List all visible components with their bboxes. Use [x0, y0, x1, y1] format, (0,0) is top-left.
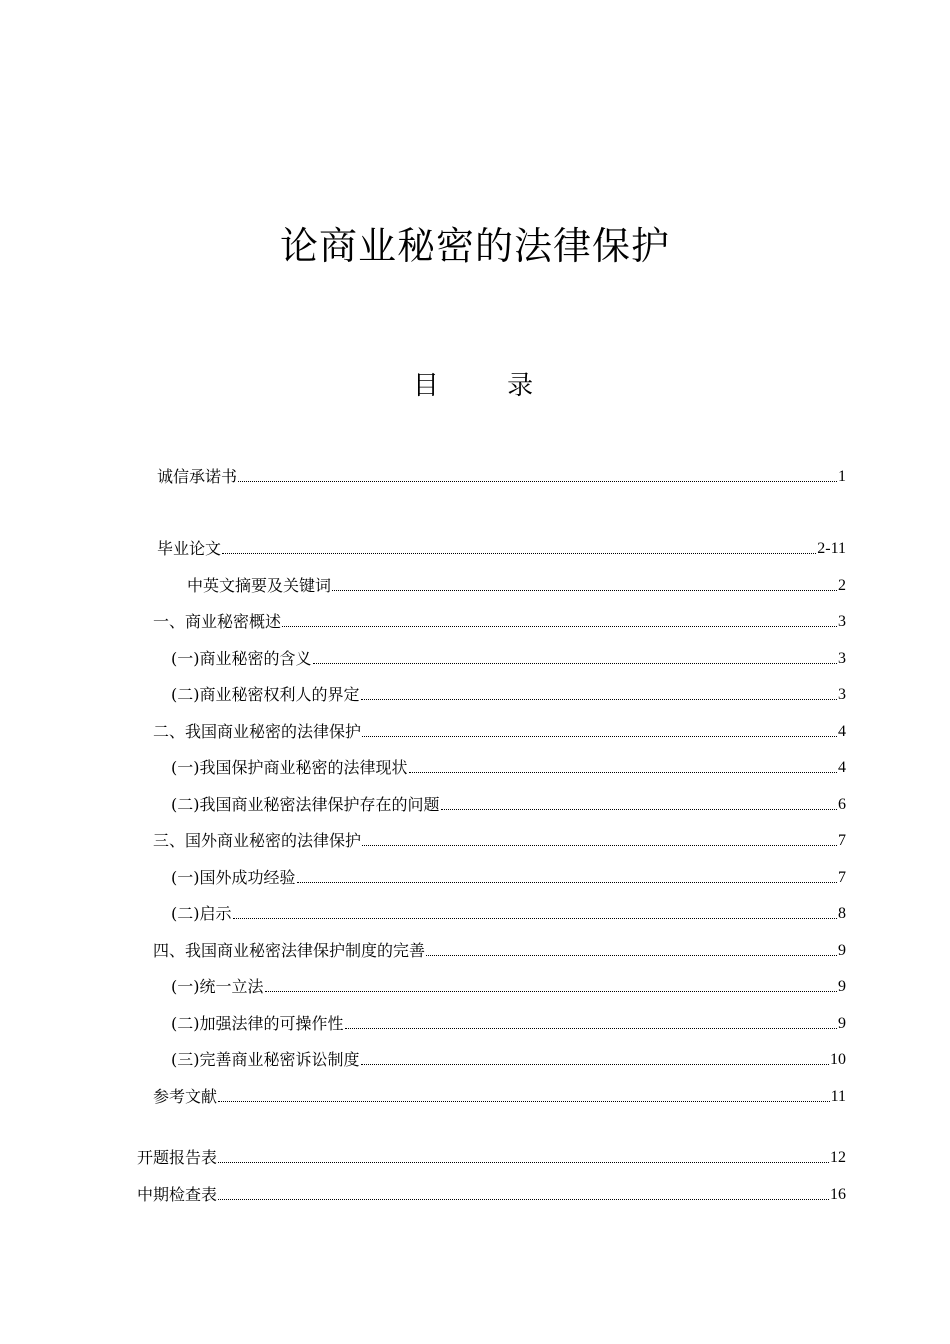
toc-entry-label: 一、商业秘密概述 — [153, 612, 282, 631]
toc-entry-label: 诚信承诺书 — [157, 467, 238, 486]
toc-entry-page: 8 — [838, 905, 846, 922]
toc-entry-page: 4 — [838, 723, 846, 740]
toc-entry-proposal-report[interactable] — [137, 1143, 846, 1169]
toc-entry-page: 9 — [838, 978, 846, 995]
toc-entry-page: 12 — [830, 1149, 846, 1166]
toc-entry-label: 毕业论文 — [157, 539, 222, 558]
toc-entry-label: 中英文摘要及关键词 — [187, 576, 332, 595]
toc-entry-label: 参考文献 — [153, 1087, 218, 1106]
toc-entry-page: 9 — [838, 942, 846, 959]
toc-entry-label: (一)统一立法 — [171, 977, 264, 996]
toc-dot-leader — [426, 955, 837, 956]
toc-dot-leader — [265, 991, 838, 992]
toc-entry-page: 2 — [838, 577, 846, 594]
toc-entry-label: 三、国外商业秘密的法律保护 — [153, 831, 362, 850]
toc-dot-leader — [233, 918, 838, 919]
toc-entry-section-1-2[interactable] — [171, 680, 846, 706]
toc-entry-label: 四、我国商业秘密法律保护制度的完善 — [153, 941, 426, 960]
toc-entry-section-2-1[interactable] — [171, 753, 846, 779]
toc-entry-page: 2-11 — [817, 540, 846, 557]
toc-heading: 目 录 — [412, 371, 564, 401]
toc-entry-section-2-2[interactable] — [171, 790, 846, 816]
toc-dot-leader — [362, 736, 837, 737]
toc-dot-leader — [409, 772, 838, 773]
document-title: 论商业秘密的法律保护 — [279, 224, 670, 268]
toc-entry-page: 3 — [838, 650, 846, 667]
toc-entry-label: (二)我国商业秘密法律保护存在的问题 — [171, 795, 440, 814]
toc-entry-page: 10 — [830, 1051, 846, 1068]
toc-entry-page: 16 — [830, 1186, 846, 1203]
toc-entry-page: 7 — [838, 832, 846, 849]
toc-entry-page: 11 — [830, 1088, 846, 1105]
toc-dot-leader — [361, 1064, 830, 1065]
toc-entry-references[interactable] — [153, 1082, 846, 1108]
toc-entry-page: 4 — [838, 759, 846, 776]
toc-dot-leader — [313, 663, 838, 664]
toc-entry-midterm-check[interactable] — [137, 1180, 846, 1206]
toc-entry-chapter-3[interactable] — [153, 826, 846, 852]
toc-entry-section-4-3[interactable] — [171, 1045, 846, 1071]
toc-dot-leader — [218, 1162, 829, 1163]
toc-dot-leader — [238, 481, 837, 482]
toc-entry-page: 7 — [838, 869, 846, 886]
toc-dot-leader — [297, 882, 838, 883]
toc-entry-label: 二、我国商业秘密的法律保护 — [153, 722, 362, 741]
toc-dot-leader — [332, 590, 837, 591]
toc-dot-leader — [282, 626, 837, 627]
toc-dot-leader — [222, 553, 816, 554]
toc-entry-page: 6 — [838, 796, 846, 813]
toc-entry-section-3-1[interactable] — [171, 863, 846, 889]
toc-dot-leader — [345, 1028, 838, 1029]
toc-entry-chapter-4[interactable] — [153, 936, 846, 962]
toc-entry-label: 中期检查表 — [137, 1185, 218, 1204]
toc-entry-section-3-2[interactable] — [171, 899, 846, 925]
toc-entry-page: 3 — [838, 613, 846, 630]
toc-entry-label: (一)我国保护商业秘密的法律现状 — [171, 758, 408, 777]
toc-dot-leader — [362, 845, 837, 846]
toc-entry-label: (一)国外成功经验 — [171, 868, 296, 887]
toc-entry-page: 9 — [838, 1015, 846, 1032]
toc-dot-leader — [218, 1101, 830, 1102]
toc-entry-integrity-pledge[interactable] — [157, 462, 846, 488]
toc-entry-label: (一)商业秘密的含义 — [171, 649, 312, 668]
toc-entry-label: 开题报告表 — [137, 1148, 218, 1167]
toc-entry-abstract[interactable] — [187, 571, 846, 597]
toc-entry-section-1-1[interactable] — [171, 644, 846, 670]
toc-entry-section-4-2[interactable] — [171, 1009, 846, 1035]
toc-entry-page: 3 — [838, 686, 846, 703]
toc-dot-leader — [361, 699, 838, 700]
toc-entry-thesis[interactable] — [157, 534, 846, 560]
toc-entry-label: (三)完善商业秘密诉讼制度 — [171, 1050, 360, 1069]
toc-dot-leader — [218, 1199, 829, 1200]
toc-entry-label: (二)启示 — [171, 904, 232, 923]
toc-entry-label: (二)加强法律的可操作性 — [171, 1014, 344, 1033]
toc-dot-leader — [441, 809, 838, 810]
toc-entry-section-4-1[interactable] — [171, 972, 846, 998]
toc-entry-chapter-1[interactable] — [153, 607, 846, 633]
toc-entry-page: 1 — [838, 468, 846, 485]
toc-entry-chapter-2[interactable] — [153, 717, 846, 743]
toc-entry-label: (二)商业秘密权利人的界定 — [171, 685, 360, 704]
